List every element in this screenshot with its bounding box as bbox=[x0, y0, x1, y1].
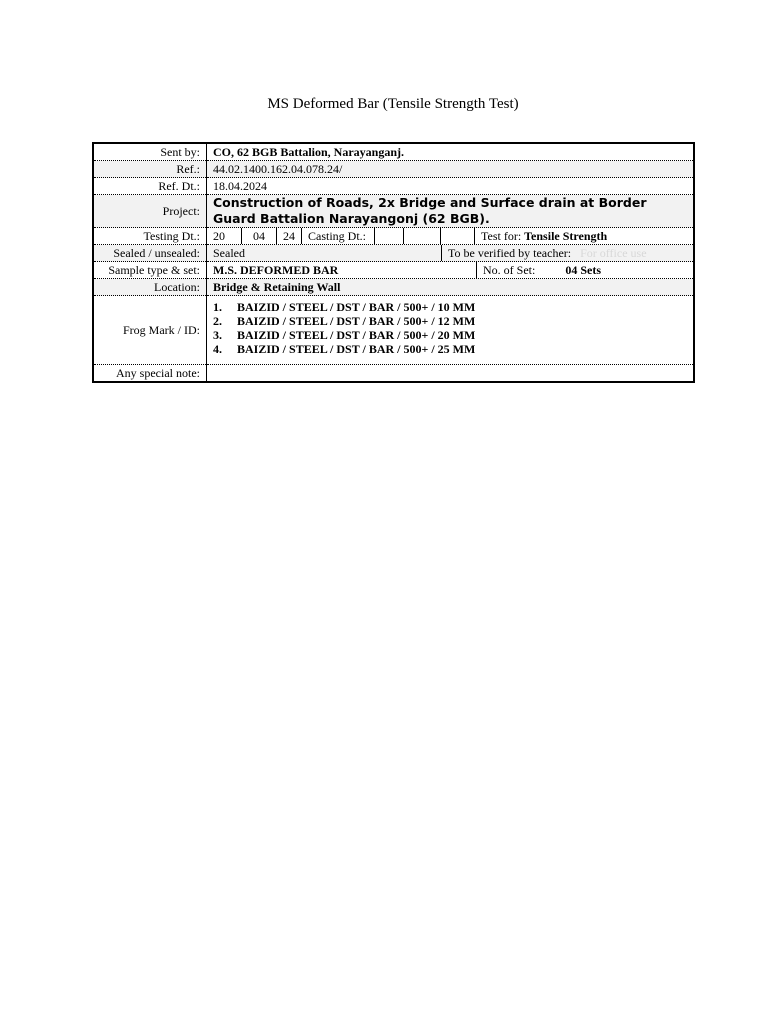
frog-mark-label: Frog Mark / ID: bbox=[93, 296, 207, 365]
sample-type-value: M.S. DEFORMED BAR bbox=[207, 262, 477, 278]
no-of-set-value: 04 Sets bbox=[565, 263, 602, 277]
row-sample-type bbox=[93, 262, 694, 279]
special-note-label: Any special note: bbox=[93, 365, 207, 383]
row-location bbox=[93, 279, 694, 296]
sample-type-cells bbox=[207, 262, 695, 279]
ref-label: Ref.: bbox=[93, 161, 207, 178]
test-for-cell bbox=[475, 228, 693, 244]
list-item: 4. BAIZID / STEEL / DST / BAR / 500+ / 25 MM bbox=[213, 342, 476, 356]
testing-dt-month: 04 bbox=[242, 228, 277, 244]
sample-type-label: Sample type & set: bbox=[93, 262, 207, 279]
casting-dt-day bbox=[375, 228, 404, 244]
list-item: 3. BAIZID / STEEL / DST / BAR / 500+ / 20 MM bbox=[213, 328, 476, 342]
testing-dt-label: Testing Dt.: bbox=[93, 228, 207, 245]
row-ref-dt bbox=[93, 178, 694, 195]
project-label: Project: bbox=[93, 195, 207, 228]
casting-dt-year bbox=[441, 228, 475, 244]
frog-mark-value bbox=[207, 296, 695, 365]
location-label: Location: bbox=[93, 279, 207, 296]
verified-cell bbox=[442, 245, 693, 261]
row-frog-mark bbox=[93, 296, 694, 365]
sealed-label: Sealed / unsealed: bbox=[93, 245, 207, 262]
special-note-value bbox=[207, 365, 695, 383]
frog-mark-list bbox=[213, 296, 687, 364]
ref-value: 44.02.1400.162.04.078.24/ bbox=[207, 161, 695, 178]
test-for-value: Tensile Strength bbox=[524, 229, 608, 243]
casting-dt-month bbox=[404, 228, 441, 244]
sent-by-value: CO, 62 BGB Battalion, Narayanganj. bbox=[207, 143, 695, 161]
no-of-set-label: No. of Set: bbox=[483, 263, 536, 277]
row-sent-by bbox=[93, 143, 694, 161]
sent-by-label: Sent by: bbox=[93, 143, 207, 161]
sample-form bbox=[92, 142, 695, 383]
testing-dt-day: 20 bbox=[207, 228, 242, 244]
testing-dt-cells bbox=[207, 228, 695, 245]
testing-dt-year: 24 bbox=[277, 228, 302, 244]
no-of-set-cell bbox=[477, 262, 693, 278]
sealed-value: Sealed bbox=[207, 245, 442, 261]
project-value: Construction of Roads, 2x Bridge and Surface drain at Border Guard Battalion Narayangonj (62 BGB). bbox=[207, 195, 695, 228]
list-item: 1. BAIZID / STEEL / DST / BAR / 500+ / 10 MM bbox=[213, 300, 476, 314]
list-item: 2. BAIZID / STEEL / DST / BAR / 500+ / 12 MM bbox=[213, 314, 476, 328]
row-ref bbox=[93, 161, 694, 178]
verified-label: To be verified by teacher: bbox=[448, 246, 572, 260]
row-sealed bbox=[93, 245, 694, 262]
row-testing-dt bbox=[93, 228, 694, 245]
row-special-note bbox=[93, 365, 694, 383]
ref-dt-value: 18.04.2024 bbox=[207, 178, 695, 195]
sealed-cells bbox=[207, 245, 695, 262]
test-for-label: Test for: bbox=[481, 229, 522, 243]
document-title: MS Deformed Bar (Tensile Strength Test) bbox=[267, 96, 519, 112]
row-project bbox=[93, 195, 694, 228]
location-value: Bridge & Retaining Wall bbox=[207, 279, 695, 296]
ref-dt-label: Ref. Dt.: bbox=[93, 178, 207, 195]
casting-dt-label: Casting Dt.: bbox=[302, 228, 375, 244]
verified-value: For office use bbox=[580, 246, 647, 260]
